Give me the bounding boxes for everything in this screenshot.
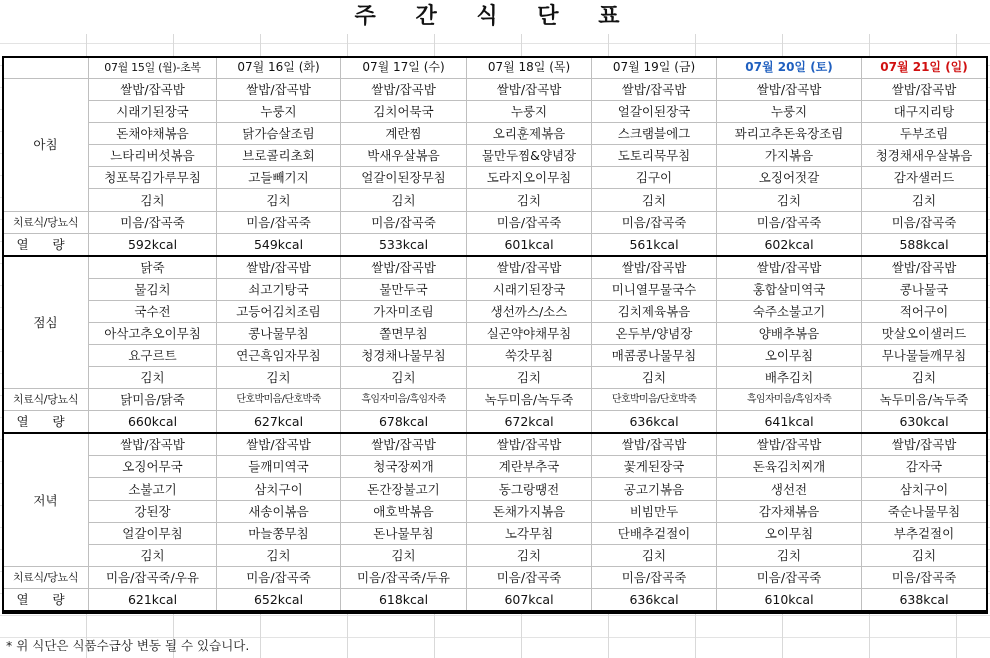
therapy-row	[3, 566, 987, 588]
menu-cell: 김치	[89, 544, 217, 566]
table-row	[3, 167, 987, 189]
therapy-label: 치료식/당뇨식	[3, 566, 89, 588]
table-row	[3, 433, 987, 456]
calorie-cell: 588kcal	[862, 233, 987, 256]
calorie-label: 열 량	[3, 233, 89, 256]
therapy-cell: 미음/잡곡죽	[862, 211, 987, 233]
menu-cell: 국수전	[89, 300, 217, 322]
calorie-cell: 652kcal	[217, 588, 341, 611]
table-row	[3, 278, 987, 300]
therapy-cell: 미음/잡곡죽	[89, 211, 217, 233]
menu-cell: 물만두찜&양념장	[467, 145, 592, 167]
menu-cell: 김치	[592, 544, 717, 566]
menu-cell: 스크램블에그	[592, 123, 717, 145]
menu-cell: 김치어묵국	[341, 101, 467, 123]
menu-cell: 감자국	[862, 456, 987, 478]
menu-cell: 쌀밥/잡곡밥	[717, 433, 862, 456]
calorie-cell: 630kcal	[862, 411, 987, 434]
therapy-cell: 미음/잡곡죽/두유	[341, 566, 467, 588]
page-title: 주 간 식 단 표	[0, 0, 990, 34]
calorie-cell: 678kcal	[341, 411, 467, 434]
menu-cell: 애호박볶음	[341, 500, 467, 522]
meal-label: 저녁	[3, 433, 89, 566]
therapy-cell: 미음/잡곡죽	[217, 211, 341, 233]
menu-cell: 생선까스/소스	[467, 300, 592, 322]
menu-cell: 콩나물무침	[217, 322, 341, 344]
table-row	[3, 123, 987, 145]
menu-cell: 마늘쫑무침	[217, 522, 341, 544]
menu-cell: 온두부/양념장	[592, 322, 717, 344]
menu-cell: 김치	[862, 189, 987, 211]
menu-cell: 브로콜리초회	[217, 145, 341, 167]
calorie-cell: 601kcal	[467, 233, 592, 256]
menu-cell: 고등어김치조림	[217, 300, 341, 322]
menu-cell: 김치	[717, 544, 862, 566]
menu-cell: 들깨미역국	[217, 456, 341, 478]
menu-cell: 쌀밥/잡곡밥	[467, 79, 592, 101]
table-row	[3, 256, 987, 279]
menu-cell: 소불고기	[89, 478, 217, 500]
menu-cell: 느타리버섯볶음	[89, 145, 217, 167]
menu-cell: 강된장	[89, 500, 217, 522]
calorie-cell: 533kcal	[341, 233, 467, 256]
menu-cell: 도토리묵무침	[592, 145, 717, 167]
therapy-cell: 미음/잡곡죽	[862, 566, 987, 588]
menu-cell: 꽈리고추돈육장조림	[717, 123, 862, 145]
menu-cell: 아삭고추오이무침	[89, 322, 217, 344]
calorie-cell: 660kcal	[89, 411, 217, 434]
calorie-cell: 621kcal	[89, 588, 217, 611]
table-row	[3, 79, 987, 101]
menu-cell: 쌀밥/잡곡밥	[862, 433, 987, 456]
menu-cell: 김구이	[592, 167, 717, 189]
calorie-cell: 561kcal	[592, 233, 717, 256]
menu-cell: 쑥갓무침	[467, 345, 592, 367]
therapy-label: 치료식/당뇨식	[3, 211, 89, 233]
calorie-cell: 672kcal	[467, 411, 592, 434]
menu-cell: 김치	[862, 544, 987, 566]
menu-cell: 김치제육볶음	[592, 300, 717, 322]
menu-cell: 누룽지	[217, 101, 341, 123]
menu-cell: 청경채새우살볶음	[862, 145, 987, 167]
therapy-cell: 미음/잡곡죽	[717, 211, 862, 233]
calorie-cell: 607kcal	[467, 588, 592, 611]
menu-cell: 계란찜	[341, 123, 467, 145]
menu-cell: 양배추볶음	[717, 322, 862, 344]
day-header: 07월 18일 (목)	[467, 57, 592, 79]
table-row	[3, 478, 987, 500]
menu-cell: 생선전	[717, 478, 862, 500]
therapy-cell: 미음/잡곡죽	[217, 566, 341, 588]
menu-cell: 쌀밥/잡곡밥	[217, 79, 341, 101]
menu-cell: 쌀밥/잡곡밥	[341, 256, 467, 279]
menu-cell: 김치	[467, 544, 592, 566]
menu-cell: 김치	[592, 367, 717, 389]
menu-cell: 맛살오이샐러드	[862, 322, 987, 344]
menu-cell: 누룽지	[467, 101, 592, 123]
calorie-cell: 636kcal	[592, 588, 717, 611]
menu-cell: 김치	[341, 367, 467, 389]
menu-cell: 꽃게된장국	[592, 456, 717, 478]
menu-cell: 쌀밥/잡곡밥	[717, 256, 862, 279]
menu-cell: 쌀밥/잡곡밥	[341, 79, 467, 101]
table-row	[3, 322, 987, 344]
menu-cell: 삼치구이	[862, 478, 987, 500]
calorie-cell: 627kcal	[217, 411, 341, 434]
therapy-row	[3, 389, 987, 411]
table-row	[3, 367, 987, 389]
menu-cell: 시래기된장국	[89, 101, 217, 123]
calorie-row	[3, 233, 987, 256]
table-row	[3, 189, 987, 211]
menu-cell: 김치	[467, 367, 592, 389]
calorie-row	[3, 588, 987, 611]
therapy-cell: 닭미음/닭죽	[89, 389, 217, 411]
menu-cell: 청국장찌개	[341, 456, 467, 478]
menu-cell: 얼갈이된장무침	[341, 167, 467, 189]
therapy-cell: 미음/잡곡죽	[592, 211, 717, 233]
menu-cell: 김치	[862, 367, 987, 389]
table-row	[3, 544, 987, 566]
menu-cell: 쌀밥/잡곡밥	[592, 433, 717, 456]
menu-cell: 감자채볶음	[717, 500, 862, 522]
menu-cell: 돈채가지볶음	[467, 500, 592, 522]
day-header: 07월 17일 (수)	[341, 57, 467, 79]
therapy-cell: 녹두미음/녹두죽	[467, 389, 592, 411]
menu-cell: 콩나물국	[862, 278, 987, 300]
menu-cell: 쌀밥/잡곡밥	[862, 79, 987, 101]
day-header: 07월 21일 (일)	[862, 57, 987, 79]
menu-cell: 쌀밥/잡곡밥	[467, 433, 592, 456]
menu-cell: 배추김치	[717, 367, 862, 389]
menu-cell: 쌀밥/잡곡밥	[217, 433, 341, 456]
menu-cell: 죽순나물무침	[862, 500, 987, 522]
table-row	[3, 345, 987, 367]
menu-cell: 돈나물무침	[341, 522, 467, 544]
menu-cell: 새송이볶음	[217, 500, 341, 522]
menu-cell: 김치	[89, 189, 217, 211]
menu-cell: 적어구이	[862, 300, 987, 322]
menu-cell: 실곤약야채무침	[467, 322, 592, 344]
menu-cell: 무나물들깨무침	[862, 345, 987, 367]
menu-cell: 쌀밥/잡곡밥	[467, 256, 592, 279]
day-header: 07월 20일 (토)	[717, 57, 862, 79]
therapy-cell: 녹두미음/녹두죽	[862, 389, 987, 411]
menu-cell: 비빔만두	[592, 500, 717, 522]
calorie-label: 열 량	[3, 588, 89, 611]
menu-cell: 대구지리탕	[862, 101, 987, 123]
table-row	[3, 145, 987, 167]
menu-cell: 누룽지	[717, 101, 862, 123]
calorie-cell: 549kcal	[217, 233, 341, 256]
menu-cell: 동그랑땡전	[467, 478, 592, 500]
calorie-cell: 618kcal	[341, 588, 467, 611]
menu-cell: 오이무침	[717, 522, 862, 544]
calorie-row	[3, 411, 987, 434]
menu-cell: 김치	[217, 367, 341, 389]
menu-cell: 삼치구이	[217, 478, 341, 500]
menu-cell: 연근흑임자무침	[217, 345, 341, 367]
weekly-menu-table	[2, 56, 987, 612]
menu-cell: 쌀밥/잡곡밥	[89, 433, 217, 456]
menu-cell: 청포묵김가루무침	[89, 167, 217, 189]
menu-cell: 물김치	[89, 278, 217, 300]
therapy-cell: 흑임자미음/흑임자죽	[341, 389, 467, 411]
menu-cell: 쇠고기탕국	[217, 278, 341, 300]
calorie-cell: 638kcal	[862, 588, 987, 611]
menu-cell: 오이무침	[717, 345, 862, 367]
menu-cell: 쌀밥/잡곡밥	[717, 79, 862, 101]
therapy-cell: 단호박미음/단호박죽	[217, 389, 341, 411]
menu-cell: 얼갈이무침	[89, 522, 217, 544]
calorie-cell: 602kcal	[717, 233, 862, 256]
menu-cell: 숙주소불고기	[717, 300, 862, 322]
table-row	[3, 500, 987, 522]
menu-cell: 시래기된장국	[467, 278, 592, 300]
header-row	[3, 57, 987, 79]
menu-cell: 쌀밥/잡곡밥	[592, 256, 717, 279]
therapy-cell: 미음/잡곡죽	[467, 211, 592, 233]
menu-cell: 김치	[341, 189, 467, 211]
menu-cell: 오징어젓갈	[717, 167, 862, 189]
table-row	[3, 300, 987, 322]
therapy-cell: 흑임자미음/흑임자죽	[717, 389, 862, 411]
therapy-cell: 미음/잡곡죽	[717, 566, 862, 588]
menu-cell: 가지볶음	[717, 145, 862, 167]
menu-cell: 쌀밥/잡곡밥	[89, 79, 217, 101]
calorie-cell: 592kcal	[89, 233, 217, 256]
menu-cell: 홍합살미역국	[717, 278, 862, 300]
menu-cell: 쌀밥/잡곡밥	[341, 433, 467, 456]
menu-cell: 쫄면무침	[341, 322, 467, 344]
menu-cell: 박새우살볶음	[341, 145, 467, 167]
menu-cell: 감자샐러드	[862, 167, 987, 189]
calorie-cell: 636kcal	[592, 411, 717, 434]
menu-cell: 가자미조림	[341, 300, 467, 322]
therapy-cell: 단호박미음/단호박죽	[592, 389, 717, 411]
menu-cell: 돈채야채볶음	[89, 123, 217, 145]
menu-cell: 돈육김치찌개	[717, 456, 862, 478]
menu-cell: 얼갈이된장국	[592, 101, 717, 123]
menu-cell: 닭가슴살조림	[217, 123, 341, 145]
menu-cell: 부추겉절이	[862, 522, 987, 544]
therapy-cell: 미음/잡곡죽	[467, 566, 592, 588]
therapy-label: 치료식/당뇨식	[3, 389, 89, 411]
table-row	[3, 522, 987, 544]
footnote: * 위 식단은 식품수급상 변동 될 수 있습니다.	[6, 638, 250, 653]
menu-cell: 오징어무국	[89, 456, 217, 478]
menu-cell: 청경채나물무침	[341, 345, 467, 367]
day-header: 07월 16일 (화)	[217, 57, 341, 79]
menu-cell: 김치	[717, 189, 862, 211]
calorie-cell: 610kcal	[717, 588, 862, 611]
menu-cell: 김치	[341, 544, 467, 566]
menu-cell: 쌀밥/잡곡밥	[592, 79, 717, 101]
meal-label: 아침	[3, 79, 89, 211]
day-header: 07월 15일 (월)-초복	[89, 57, 217, 79]
menu-cell: 노각무침	[467, 522, 592, 544]
menu-cell: 김치	[217, 544, 341, 566]
menu-cell: 고들빼기지	[217, 167, 341, 189]
menu-cell: 쌀밥/잡곡밥	[862, 256, 987, 279]
therapy-cell: 미음/잡곡죽	[341, 211, 467, 233]
therapy-cell: 미음/잡곡죽	[592, 566, 717, 588]
menu-cell: 도라지오이무침	[467, 167, 592, 189]
calorie-cell: 641kcal	[717, 411, 862, 434]
menu-cell: 매콤콩나물무침	[592, 345, 717, 367]
therapy-cell: 미음/잡곡죽/우유	[89, 566, 217, 588]
menu-cell: 물만두국	[341, 278, 467, 300]
menu-cell: 닭죽	[89, 256, 217, 279]
menu-cell: 요구르트	[89, 345, 217, 367]
menu-cell: 단배추겉절이	[592, 522, 717, 544]
menu-cell: 오리훈제볶음	[467, 123, 592, 145]
spacer-row	[0, 34, 990, 56]
menu-cell: 김치	[217, 189, 341, 211]
day-header: 07월 19일 (금)	[592, 57, 717, 79]
menu-cell: 돈간장불고기	[341, 478, 467, 500]
table-row	[3, 101, 987, 123]
menu-cell: 김치	[89, 367, 217, 389]
menu-cell: 쌀밥/잡곡밥	[217, 256, 341, 279]
menu-cell: 김치	[592, 189, 717, 211]
menu-cell: 두부조림	[862, 123, 987, 145]
therapy-row	[3, 211, 987, 233]
table-row	[3, 456, 987, 478]
menu-cell: 김치	[467, 189, 592, 211]
meal-label: 점심	[3, 256, 89, 389]
menu-cell: 공고기볶음	[592, 478, 717, 500]
calorie-label: 열 량	[3, 411, 89, 434]
menu-cell: 계란부추국	[467, 456, 592, 478]
header-corner	[3, 57, 89, 79]
menu-cell: 미니열무물국수	[592, 278, 717, 300]
